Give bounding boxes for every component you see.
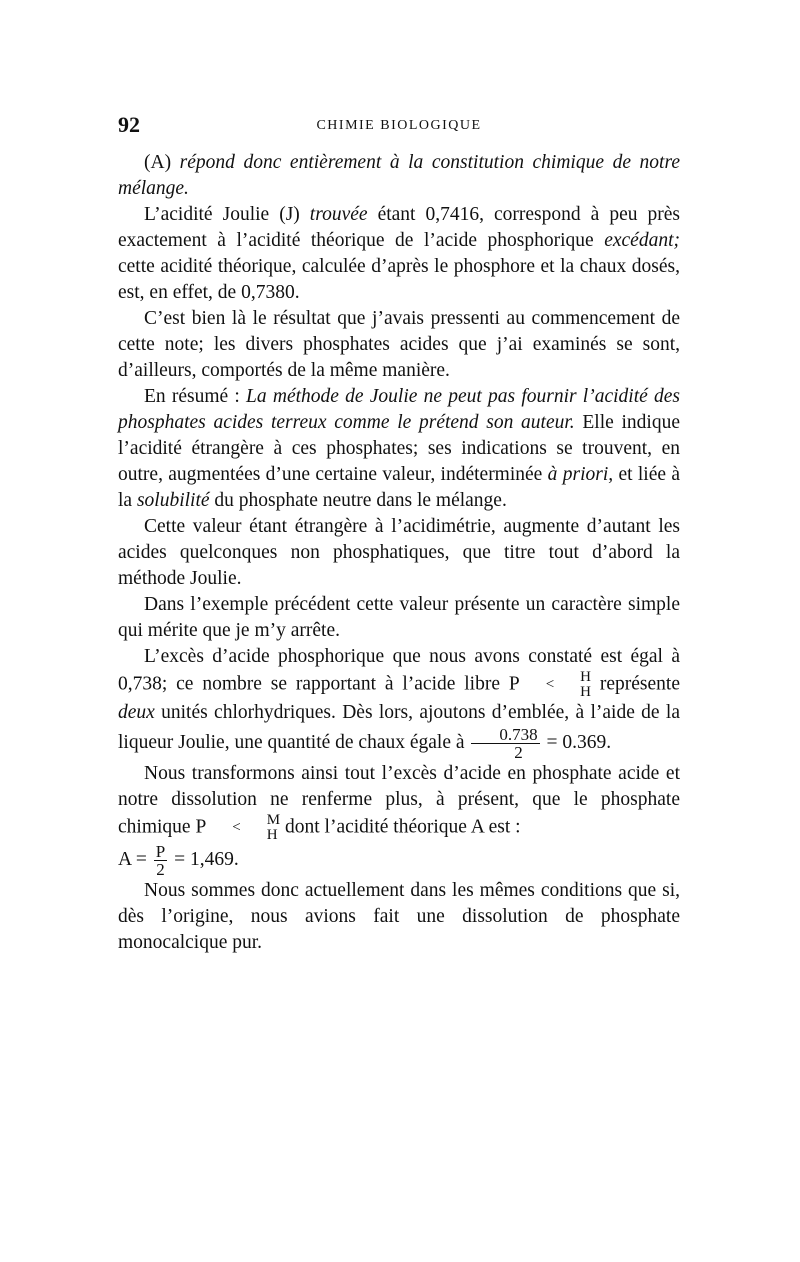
formula-line: A = $\frac{P}{2}$ = 1,469. bbox=[118, 842, 239, 879]
paragraph-9: Nous sommes donc actuellement dans les mêmes conditions que si, dès l’origine, nous avions fait une dissolution de phosphate monocalcique pur. bbox=[118, 880, 680, 953]
fraction: $\frac{P}{2}$ bbox=[155, 842, 166, 879]
page-number: 92 bbox=[118, 112, 140, 137]
paragraph-6: Dans l’exemple précédent cette valeur présente un caractère simple qui mérite que je m’y arrête. bbox=[118, 594, 680, 641]
chemical-branch-formula: < H H bbox=[545, 669, 592, 700]
chemical-branch-formula: < M H bbox=[232, 812, 281, 843]
paragraph-2: L’acidité Joulie (J) trouvée étant 0,7416, correspond à peu près exactement à l’acidité théorique de l’acide phosphorique excédant; cette acidité théorique, calculée d’après le phosphore et la chaux dosés, est, en effet, de 0,7380. bbox=[118, 204, 680, 303]
paragraph-8: Nous transformons ainsi tout l’excès d’acide en phosphate acide et notre dissolution ne renferme plus, à présent, que le phosphate chimique P < M H dont l’acidité théorique A est : bbox=[118, 763, 680, 843]
fraction: $\frac{0.738}{2}$ bbox=[471, 726, 539, 761]
paragraph-5: Cette valeur étant étrangère à l’acidimétrie, augmente d’autant les acides quelconques non phosphatiques, que titre tout d’abord la méthode Joulie. bbox=[118, 516, 680, 589]
paragraph-4: En résumé : La méthode de Joulie ne peut pas fournir l’acidité des phosphates acides terreux comme le prétend son auteur. Elle indique l’acidité étrangère à ces phosphates; ses indications se trouvent, en outre, augmentées d’une certaine valeur, indéterminée à priori, et liée à la solubilité du phosphate neutre dans le mélange. bbox=[118, 386, 681, 511]
body-text bbox=[118, 150, 680, 956]
paragraph-3: C’est bien là le résultat que j’avais pressenti au commencement de cette note; les divers phosphates acides que j’ai examinés se sont, d’ailleurs, comportés de la même manière. bbox=[118, 308, 680, 381]
paragraph-1: (A) répond donc entièrement à la constitution chimique de notre mélange. bbox=[118, 152, 680, 199]
running-title: CHIMIE BIOLOGIQUE bbox=[316, 118, 482, 133]
paragraph-7: L’excès d’acide phosphorique que nous avons constaté est égal à 0,738; ce nombre se rapportant à l’acide libre P < H H représente deux unités chlorhydriques. Dès lors, ajoutons d’emblée, à l’aide de la liqueur Joulie, une quantité de chaux égale à $\frac{0.738}{2}$ = 0.369. bbox=[118, 646, 680, 762]
page-header bbox=[118, 112, 680, 142]
